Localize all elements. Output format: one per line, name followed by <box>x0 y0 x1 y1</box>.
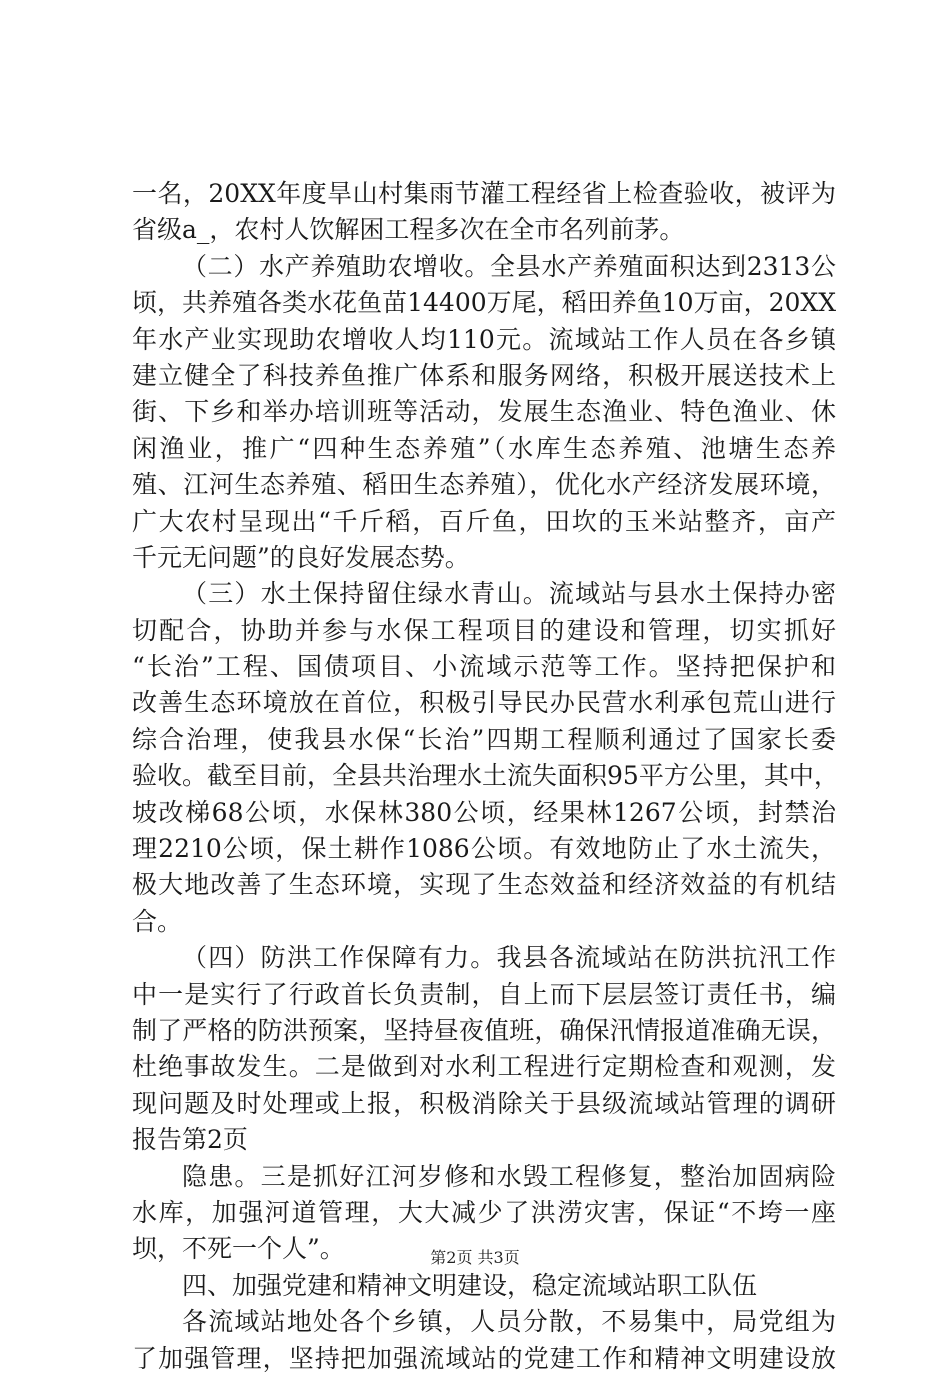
text-line: 了加强管理，坚持把加强流域站的党建工作和精神文明建设放 <box>132 1343 836 1373</box>
text-line: 杜绝事故发生。二是做到对水利工程进行定期检查和观测，发 <box>132 1052 836 1082</box>
text-line: 殖、江河生态养殖、稻田生态养殖），优化水产经济发展环境， <box>132 470 836 500</box>
text-line: 合。 <box>132 906 183 936</box>
page-number-label: 第2页 共3页 <box>430 1248 520 1267</box>
text-line: 四、加强党建和精神文明建设，稳定流域站职工队伍 <box>182 1270 758 1300</box>
text-line: 制了严格的防洪预案，坚持昼夜值班，确保汛情报道准确无误， <box>132 1015 836 1045</box>
text-line: 改善生态环境放在首位，积极引导民办民营水利承包荒山进行 <box>132 688 836 718</box>
text-line: 中一是实行了行政首长负责制，自上而下层层签订责任书，编 <box>132 979 836 1009</box>
text-line: 切配合，协助并参与水保工程项目的建设和管理，切实抓好 <box>132 615 836 645</box>
page-footer <box>0 1245 950 1268</box>
text-line: 综合治理，使我县水保“长治”四期工程顺利通过了国家长委 <box>132 724 836 754</box>
text-line: 建立健全了科技养鱼推广体系和服务网络，积极开展送技术上 <box>132 360 836 390</box>
text-line: 一名，20XX年度旱山村集雨节灌工程经省上检查验收，被评为 <box>132 179 836 208</box>
document-body <box>132 176 839 1377</box>
text-line: “长治”工程、国债项目、小流域示范等工作。坚持把保护和 <box>132 652 836 682</box>
text-line: 年水产业实现助农增收人均110元。流域站工作人员在各乡镇 <box>132 324 836 354</box>
text-line: 省级a_，农村人饮解困工程多次在全市名列前茅。 <box>132 215 685 245</box>
text-line: 极大地改善了生态环境，实现了生态效益和经济效益的有机结 <box>132 870 836 900</box>
text-line: （四）防洪工作保障有力。我县各流域站在防洪抗汛工作 <box>182 943 836 973</box>
text-line: 千元无问题”的良好发展态势。 <box>132 542 470 572</box>
text-line: 坡改梯68公顷，水保林380公顷，经果林1267公顷，封禁治 <box>132 797 836 827</box>
text-line: 报告第2页 <box>132 1125 248 1155</box>
text-line: 验收。截至目前，全县共治理水土流失面积95平方公里，其中， <box>132 761 839 791</box>
text-line: 顷，共养殖各类水花鱼苗14400万尾，稻田养鱼10万亩，20XX <box>132 288 836 318</box>
text-line: 水库，加强河道管理，大大减少了洪涝灾害，保证“不垮一座 <box>132 1197 836 1227</box>
text-line: 现问题及时处理或上报，积极消除关于县级流域站管理的调研 <box>132 1088 836 1118</box>
text-line: 隐患。三是抓好江河岁修和水毁工程修复，整治加固病险 <box>182 1161 836 1191</box>
text-line: （二）水产养殖助农增收。全县水产养殖面积达到2313公 <box>182 251 836 281</box>
text-line: 街、下乡和举办培训班等活动，发展生态渔业、特色渔业、休 <box>132 397 836 427</box>
text-line: （三）水土保持留住绿水青山。流域站与县水土保持办密 <box>182 579 836 609</box>
text-line: 各流域站地处各个乡镇，人员分散，不易集中，局党组为 <box>182 1307 836 1337</box>
text-line: 坝，不死一个人”。 <box>132 1234 345 1264</box>
text-line: 理2210公顷，保土耕作1086公顷。有效地防止了水土流失， <box>132 834 836 864</box>
text-line: 广大农村呈现出“千斤稻，百斤鱼，田坎的玉米站整齐，亩产 <box>132 506 836 536</box>
text-line: 闲渔业，推广“四种生态养殖”（水库生态养殖、池塘生态养 <box>132 433 836 463</box>
